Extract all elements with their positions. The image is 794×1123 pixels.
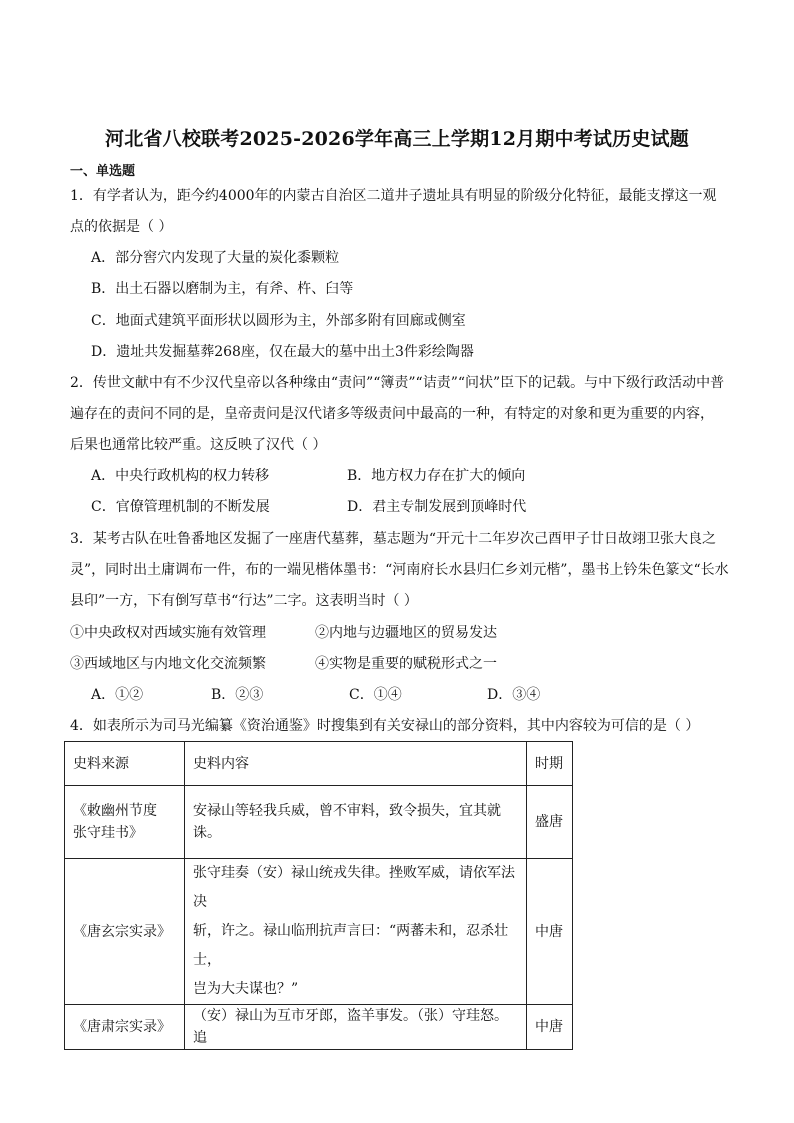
content-line: 张守珪奏（安）禄山统戎失律。挫败军威，请依军法决 [193,865,515,910]
table-row [65,786,573,859]
question-3-option-d: D．③④ [487,687,541,703]
table-header-row [65,742,573,786]
question-2-option-a: A．中央行政机构的权力转移 [91,468,270,484]
source-line: 《敕幽州节度 [73,803,157,819]
question-1-stem-line1: 1．有学者认为，距今约4000年的内蒙古自治区二道井子遗址具有明显的阶级分化特征，最能支撑这一观 [70,188,717,204]
content-line: 岂为大夫谋也？” [193,981,299,997]
source-table [64,741,573,1050]
question-3-statement-4: ④实物是重要的赋税形式之一 [315,656,497,672]
question-1-option-c: C．地面式建筑平面形状以圆形为主，外部多附有回廊或侧室 [91,313,466,329]
exam-title: 河北省八校联考2025-2026学年高三上学期12月期中考试历史试题 [105,128,689,150]
question-2-stem-line3: 后果也通常比较严重。这反映了汉代（ ） [70,437,327,453]
question-3-stem-line3: 县印”一方，下有倒写草书“行达”二字。这表明当时（ ） [70,593,418,609]
row-content: （安）禄山为互市牙郎，盗羊事发。（张）守珪怒。追 [185,1005,527,1050]
row-period: 盛唐 [527,786,573,859]
question-2-stem-line2: 遍存在的责问不同的是，皇帝责问是汉代诸多等级责问中最高的一种，有特定的对象和更为重要的内容， [70,406,714,422]
row-period: 中唐 [527,859,573,1005]
row-period: 中唐 [527,1005,573,1050]
question-3-stem-line1: 3．某考古队在吐鲁番地区发掘了一座唐代墓葬，墓志题为“开元十二年岁次己酉甲子廿日故翊卫张大良之 [70,531,717,547]
question-3-statement-2: ②内地与边疆地区的贸易发达 [315,625,497,641]
question-4-stem: 4．如表所示为司马光编纂《资治通鉴》时搜集到有关安禄山的部分资料，其中内容较为可信的是（ ） [70,718,700,734]
section-heading: 一、单选题 [70,164,136,179]
row-source: 《唐肃宗实录》 [65,1005,185,1050]
table-row [65,1005,573,1050]
question-1-option-b: B．出土石器以磨制为主，有斧、杵、臼等 [91,281,354,297]
question-1-stem-line2: 点的依据是（ ） [70,219,173,235]
question-3-stem-line2: 灵”，同时出土庸调布一件，布的一端见楷体墨书：“河南府长水县归仁乡刘元楷”，墨书上钤朱色篆文“长水 [70,562,729,578]
question-2-option-c: C．官僚管理机制的不断发展 [91,499,270,515]
question-3-statement-1: ①中央政权对西域实施有效管理 [70,625,266,641]
question-1-option-a: A．部分窖穴内发现了大量的炭化黍颗粒 [91,250,340,266]
content-line: 斩，许之。禄山临刑抗声言曰：“两蕃未和，忍杀壮士， [193,923,509,968]
question-1-option-d: D．遗址共发掘墓葬268座，仅在最大的墓中出土3件彩绘陶器 [91,344,474,360]
question-3-option-a: A．①② [91,687,144,703]
header-period: 时期 [527,742,573,786]
header-content: 史料内容 [185,742,527,786]
question-3-statement-3: ③西域地区与内地文化交流频繁 [70,656,266,672]
question-2-option-d: D．君主专制发展到顶峰时代 [347,499,527,515]
header-source: 史料来源 [65,742,185,786]
question-2-stem-line1: 2．传世文献中有不少汉代皇帝以各种缘由“责问”“簿责”“诘责”“问状”臣下的记载。与中下级行政活动中普 [70,375,725,391]
table-row [65,859,573,1005]
question-3-option-b: B．②③ [211,687,264,703]
row-source [65,786,185,859]
question-2-option-b: B．地方权力存在扩大的倾向 [347,468,526,484]
row-content: 安禄山等轻我兵威，曾不审料，致令损失，宜其就诛。 [185,786,527,859]
row-source: 《唐玄宗实录》 [65,859,185,1005]
row-content [185,859,527,1005]
question-3-option-c: C．①④ [349,687,402,703]
source-line: 张守珪书》 [73,825,143,841]
